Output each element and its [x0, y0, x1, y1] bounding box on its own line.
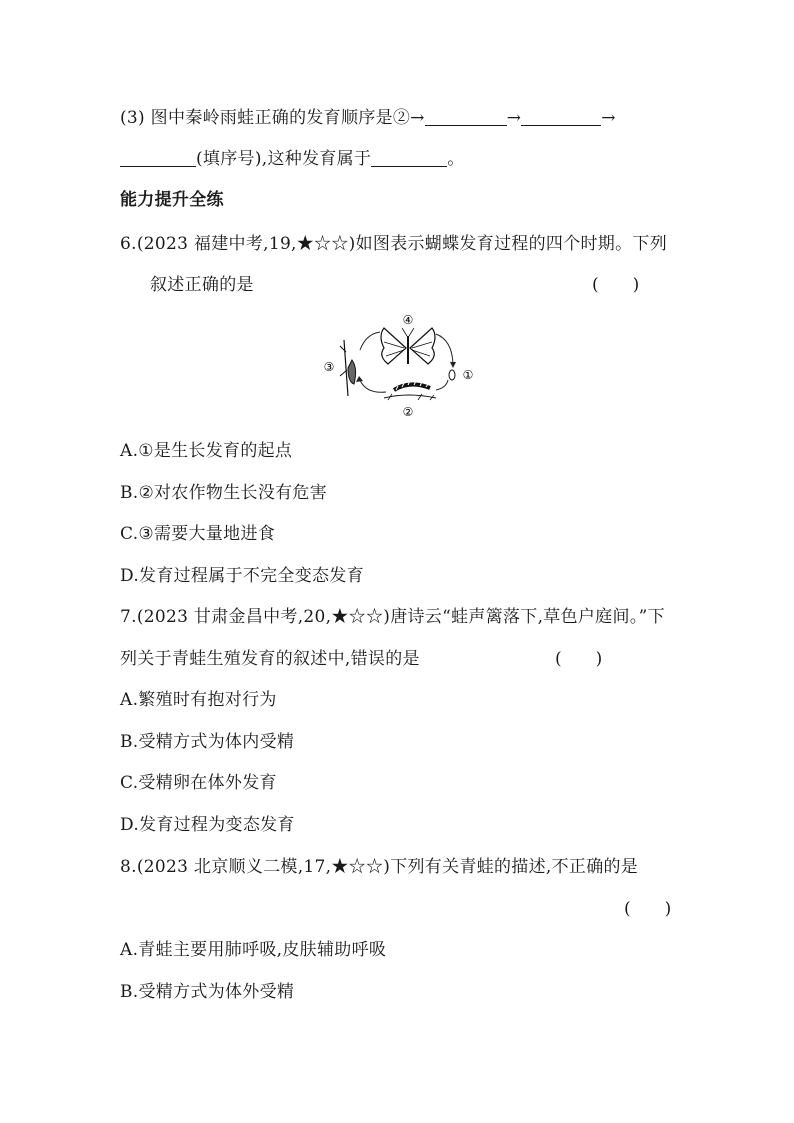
q7-option-d[interactable]: D.发育过程为变态发育 — [120, 815, 295, 835]
q7-option-c[interactable]: C.受精卵在体外发育 — [120, 773, 277, 793]
cycle-arrow-4-to-1 — [436, 334, 453, 364]
q6-option-b[interactable]: B.②对农作物生长没有危害 — [120, 483, 328, 503]
q3-line1 — [120, 106, 616, 130]
section-title: 能力提升全练 — [120, 190, 224, 210]
pupa-icon — [340, 340, 356, 396]
q6-stem-line1: 6.(2023 福建中考,19,★☆☆)如图表示蝴蝶发育过程的四个时期。下列 — [120, 234, 667, 254]
q8-stem-line1: 8.(2023 北京顺义二模,17,★☆☆)下列有关青蛙的描述,不正确的是 — [120, 857, 639, 877]
butterfly-life-cycle-figure — [318, 312, 478, 422]
butterfly-adult-icon — [381, 328, 435, 364]
q3-prefix: (3) 图中秦岭雨蛙正确的发育顺序是②→ — [120, 108, 425, 128]
q3-arrow-1: → — [506, 108, 522, 128]
q3-arrow-2: → — [601, 108, 616, 128]
larva-icon — [384, 381, 436, 400]
q6-stem-line2: 叙述正确的是 — [150, 275, 254, 295]
q7-answer-paren[interactable]: ( ) — [555, 649, 603, 669]
q6-option-d[interactable]: D.发育过程属于不完全变态发育 — [120, 566, 364, 586]
q3-blank-3[interactable] — [120, 148, 196, 167]
arrowhead-1 — [450, 362, 456, 368]
arrowhead-2 — [356, 376, 363, 382]
q8-answer-paren[interactable]: ( ) — [624, 899, 672, 919]
figure-label-3: ③ — [323, 360, 335, 374]
figure-label-4: ④ — [402, 313, 414, 327]
q3-line2 — [120, 147, 465, 171]
q8-option-a[interactable]: A.青蛙主要用肺呼吸,皮肤辅助呼吸 — [120, 940, 387, 960]
q7-stem-line1: 7.(2023 甘肃金昌中考,20,★☆☆)唐诗云“蛙声篱落下,草色户庭间。”下 — [120, 607, 665, 627]
q3-line2-end: 。 — [447, 149, 465, 169]
figure-label-2: ② — [402, 405, 414, 419]
q6-option-a[interactable]: A.①是生长发育的起点 — [120, 441, 293, 461]
q6-answer-paren[interactable]: ( ) — [592, 275, 640, 295]
q3-blank-2[interactable] — [521, 107, 601, 126]
q3-line2-mid: (填序号),这种发育属于 — [196, 149, 372, 169]
egg-icon — [449, 370, 455, 380]
cycle-arrow-3-to-4 — [360, 332, 380, 350]
q3-blank-1[interactable] — [425, 107, 507, 126]
cycle-arrow-2-to-3 — [360, 380, 386, 392]
q7-option-a[interactable]: A.繁殖时有抱对行为 — [120, 690, 277, 710]
q6-option-c[interactable]: C.③需要大量地进食 — [120, 524, 276, 544]
q7-stem-line2: 列关于青蛙生殖发育的叙述中,错误的是 — [120, 649, 420, 669]
q8-option-b[interactable]: B.受精方式为体外受精 — [120, 982, 295, 1002]
q7-option-b[interactable]: B.受精方式为体内受精 — [120, 732, 295, 752]
cycle-arrow-1-to-2 — [436, 380, 448, 390]
figure-label-1: ① — [462, 368, 474, 382]
q3-blank-4[interactable] — [371, 148, 447, 167]
